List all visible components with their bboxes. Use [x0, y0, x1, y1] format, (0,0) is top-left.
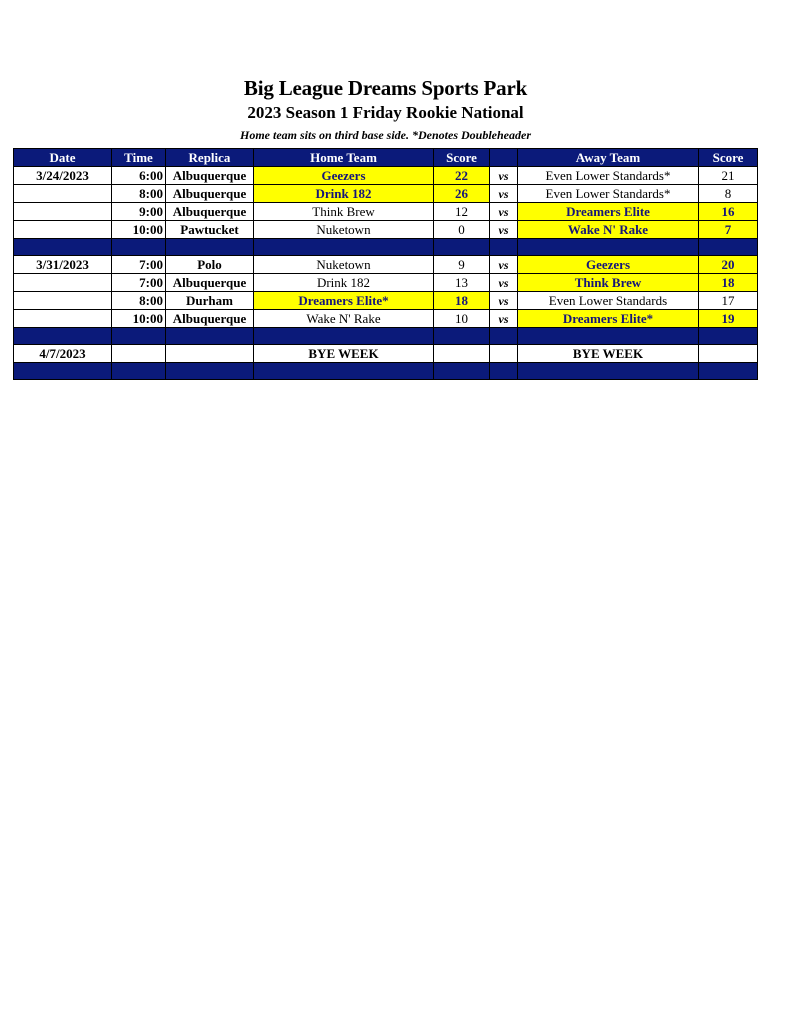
game-time: 6:00 — [112, 167, 166, 185]
table-row — [14, 256, 758, 274]
column-header-away-team: Away Team — [518, 149, 699, 167]
schedule-note: Home team sits on third base side. *Denotes Doubleheader — [240, 128, 531, 142]
column-header-home-score: Score — [434, 149, 490, 167]
separator-cell — [490, 239, 518, 256]
separator-cell — [434, 239, 490, 256]
separator-cell — [166, 239, 254, 256]
home-score: 13 — [434, 274, 490, 292]
separator-cell — [254, 363, 434, 380]
home-team: Drink 182 — [254, 274, 434, 292]
vs-label: vs — [490, 310, 518, 328]
separator-cell — [699, 328, 758, 345]
vs-label: vs — [490, 221, 518, 239]
game-date: 3/24/2023 — [14, 167, 112, 185]
home-score: 22 — [434, 167, 490, 185]
vs-label: vs — [490, 292, 518, 310]
column-header-away-score: Score — [699, 149, 758, 167]
home-team: Wake N' Rake — [254, 310, 434, 328]
game-date — [14, 292, 112, 310]
home-score: 9 — [434, 256, 490, 274]
away-score: 8 — [699, 185, 758, 203]
week-separator — [14, 328, 758, 345]
game-replica-field — [166, 345, 254, 363]
home-score — [434, 345, 490, 363]
page-title: Big League Dreams Sports Park — [243, 76, 528, 100]
separator-cell — [490, 363, 518, 380]
away-score: 19 — [699, 310, 758, 328]
separator-cell — [14, 363, 112, 380]
separator-cell — [518, 239, 699, 256]
page-subtitle: 2023 Season 1 Friday Rookie National — [247, 103, 524, 122]
table-row — [14, 203, 758, 221]
separator-cell — [166, 328, 254, 345]
home-score: 18 — [434, 292, 490, 310]
separator-cell — [518, 363, 699, 380]
schedule-body — [14, 167, 758, 380]
away-score: 16 — [699, 203, 758, 221]
away-score: 7 — [699, 221, 758, 239]
game-replica-field: Albuquerque — [166, 274, 254, 292]
week-separator — [14, 239, 758, 256]
separator-cell — [112, 328, 166, 345]
game-date — [14, 221, 112, 239]
away-team: Dreamers Elite — [518, 203, 699, 221]
game-replica-field: Pawtucket — [166, 221, 254, 239]
column-header-home-team: Home Team — [254, 149, 434, 167]
away-team: BYE WEEK — [518, 345, 699, 363]
separator-cell — [166, 363, 254, 380]
away-score: 21 — [699, 167, 758, 185]
separator-cell — [699, 363, 758, 380]
home-team: Drink 182 — [254, 185, 434, 203]
game-time: 8:00 — [112, 185, 166, 203]
separator-cell — [254, 239, 434, 256]
away-score: 18 — [699, 274, 758, 292]
game-replica-field: Albuquerque — [166, 185, 254, 203]
away-team: Geezers — [518, 256, 699, 274]
home-team: Think Brew — [254, 203, 434, 221]
game-time: 10:00 — [112, 310, 166, 328]
game-date — [14, 203, 112, 221]
table-row — [14, 167, 758, 185]
week-separator — [14, 363, 758, 380]
table-row — [14, 185, 758, 203]
away-team: Think Brew — [518, 274, 699, 292]
vs-label — [490, 345, 518, 363]
column-header-vs — [490, 149, 518, 167]
game-time — [112, 345, 166, 363]
separator-cell — [518, 328, 699, 345]
game-time: 8:00 — [112, 292, 166, 310]
separator-cell — [14, 328, 112, 345]
column-header-date: Date — [14, 149, 112, 167]
home-team: Geezers — [254, 167, 434, 185]
game-date: 3/31/2023 — [14, 256, 112, 274]
vs-label: vs — [490, 256, 518, 274]
separator-cell — [112, 239, 166, 256]
away-team: Even Lower Standards — [518, 292, 699, 310]
game-time: 10:00 — [112, 221, 166, 239]
away-score — [699, 345, 758, 363]
separator-cell — [14, 239, 112, 256]
away-team: Wake N' Rake — [518, 221, 699, 239]
game-replica-field: Albuquerque — [166, 167, 254, 185]
away-score: 20 — [699, 256, 758, 274]
home-score: 10 — [434, 310, 490, 328]
game-date — [14, 274, 112, 292]
vs-label: vs — [490, 167, 518, 185]
vs-label: vs — [490, 185, 518, 203]
table-row — [14, 310, 758, 328]
column-header-replica: Replica — [166, 149, 254, 167]
vs-label: vs — [490, 203, 518, 221]
game-replica-field: Durham — [166, 292, 254, 310]
game-date — [14, 185, 112, 203]
table-row — [14, 292, 758, 310]
game-replica-field: Albuquerque — [166, 203, 254, 221]
away-team: Dreamers Elite* — [518, 310, 699, 328]
table-header-row — [14, 149, 758, 167]
game-replica-field: Albuquerque — [166, 310, 254, 328]
vs-label: vs — [490, 274, 518, 292]
game-replica-field: Polo — [166, 256, 254, 274]
home-team: BYE WEEK — [254, 345, 434, 363]
game-time: 9:00 — [112, 203, 166, 221]
table-row — [14, 274, 758, 292]
home-team: Nuketown — [254, 221, 434, 239]
separator-cell — [112, 363, 166, 380]
column-header-time: Time — [112, 149, 166, 167]
schedule-table — [13, 148, 758, 380]
game-time: 7:00 — [112, 274, 166, 292]
home-score: 26 — [434, 185, 490, 203]
away-team: Even Lower Standards* — [518, 185, 699, 203]
away-score: 17 — [699, 292, 758, 310]
game-time: 7:00 — [112, 256, 166, 274]
separator-cell — [434, 328, 490, 345]
game-date — [14, 310, 112, 328]
game-date: 4/7/2023 — [14, 345, 112, 363]
home-team: Nuketown — [254, 256, 434, 274]
separator-cell — [254, 328, 434, 345]
separator-cell — [434, 363, 490, 380]
home-score: 0 — [434, 221, 490, 239]
away-team: Even Lower Standards* — [518, 167, 699, 185]
table-row — [14, 221, 758, 239]
separator-cell — [699, 239, 758, 256]
table-row — [14, 345, 758, 363]
home-score: 12 — [434, 203, 490, 221]
separator-cell — [490, 328, 518, 345]
home-team: Dreamers Elite* — [254, 292, 434, 310]
